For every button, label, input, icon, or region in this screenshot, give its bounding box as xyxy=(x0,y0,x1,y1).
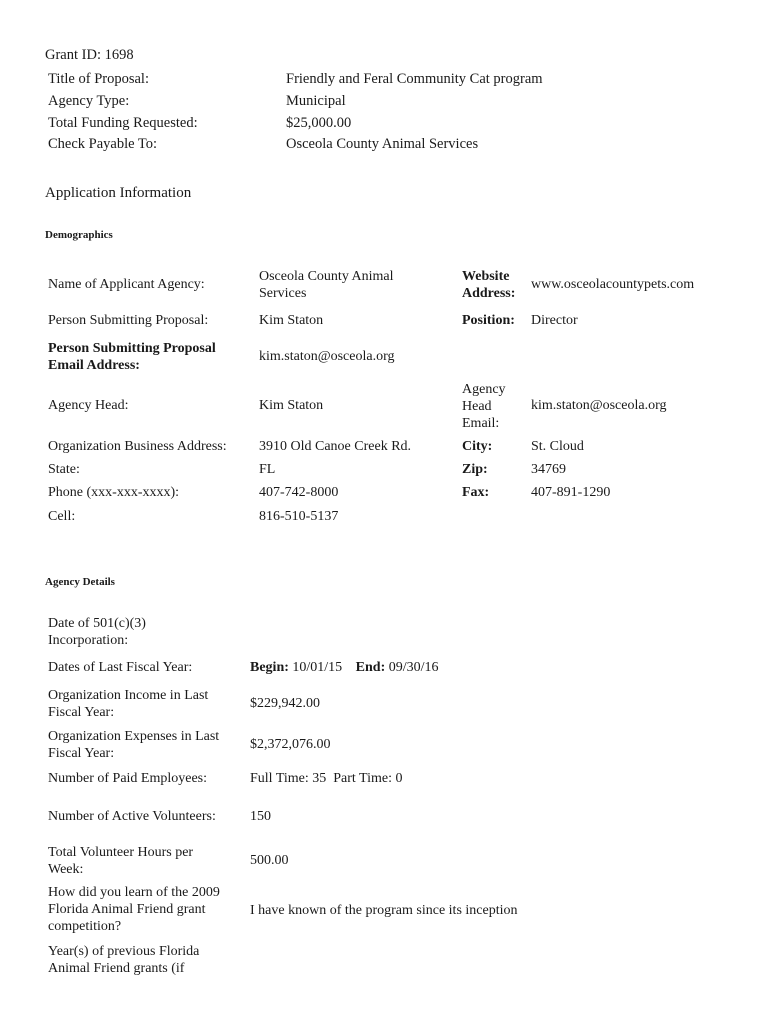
address-value: 3910 Old Canoe Creek Rd. xyxy=(259,439,412,454)
applicant-agency-label: Name of Applicant Agency: xyxy=(48,277,205,292)
begin-value: 10/01/15 xyxy=(292,660,343,675)
agency-head-email-label: Agency Head Email: xyxy=(462,382,506,431)
applicant-agency-value: Osceola County Animal Services xyxy=(259,269,394,301)
fax-value: 407-891-1290 xyxy=(531,485,611,500)
learn-value: I have known of the program since its inception xyxy=(250,903,518,918)
submitter-email-value: kim.staton@osceola.org xyxy=(259,349,395,364)
agency-type-value: Municipal xyxy=(286,93,346,109)
title-label: Title of Proposal: xyxy=(48,71,149,87)
agency-details-heading: Agency Details xyxy=(45,576,115,588)
income-label: Organization Income in Last Fiscal Year: xyxy=(48,688,209,720)
address-label: Organization Business Address: xyxy=(48,439,227,454)
zip-value: 34769 xyxy=(531,462,566,477)
volunteer-hours-label: Total Volunteer Hours per Week: xyxy=(48,845,194,877)
agency-head-label: Agency Head: xyxy=(48,398,129,413)
fax-label: Fax: xyxy=(462,485,490,500)
income-value: $229,942.00 xyxy=(250,696,320,711)
position-value: Director xyxy=(531,313,578,328)
submitter-value: Kim Staton xyxy=(259,313,324,328)
paid-employees-label: Number of Paid Employees: xyxy=(48,771,208,786)
fiscal-year-label: Dates of Last Fiscal Year: xyxy=(48,660,193,675)
expenses-label: Organization Expenses in Last Fiscal Year: xyxy=(48,729,220,761)
agency-type-label: Agency Type: xyxy=(48,93,130,109)
demographics-heading: Demographics xyxy=(45,229,113,241)
city-value: St. Cloud xyxy=(531,439,584,454)
agency-head-value: Kim Staton xyxy=(259,398,324,413)
learn-label: How did you learn of the 2009 Florida Animal Friend grant competition? xyxy=(48,885,220,934)
volunteers-value: 150 xyxy=(250,809,271,824)
submitter-label: Person Submitting Proposal: xyxy=(48,313,209,328)
agency-head-email-value: kim.staton@osceola.org xyxy=(531,398,667,413)
state-value: FL xyxy=(259,462,276,477)
application-info-heading: Application Information xyxy=(45,185,192,201)
payable-value: Osceola County Animal Services xyxy=(286,136,479,152)
cell-value: 816-510-5137 xyxy=(259,509,339,524)
volunteers-label: Number of Active Volunteers: xyxy=(48,809,216,824)
website-label: Website Address: xyxy=(462,269,516,301)
volunteer-hours-value: 500.00 xyxy=(250,853,289,868)
funding-value: $25,000.00 xyxy=(286,115,352,131)
previous-grants-label: Year(s) of previous Florida Animal Friend grants (if xyxy=(48,944,200,976)
submitter-email-label: Person Submitting Proposal Email Address: xyxy=(48,341,216,373)
zip-label: Zip: xyxy=(462,462,488,477)
title-value: Friendly and Feral Community Cat program xyxy=(286,71,543,87)
payable-label: Check Payable To: xyxy=(48,136,158,152)
begin-label: Begin: xyxy=(250,660,289,675)
state-label: State: xyxy=(48,462,80,477)
expenses-value: $2,372,076.00 xyxy=(250,737,331,752)
city-label: City: xyxy=(462,439,493,454)
cell-label: Cell: xyxy=(48,509,76,524)
website-value: www.osceolacountypets.com xyxy=(531,277,695,292)
position-label: Position: xyxy=(462,313,515,328)
end-label: End: xyxy=(355,660,386,675)
phone-value: 407-742-8000 xyxy=(259,485,339,500)
fiscal-year-value xyxy=(250,660,439,676)
paid-employees-value: Full Time: 35 Part Time: 0 xyxy=(250,771,403,786)
incorporation-label: Date of 501(c)(3) Incorporation: xyxy=(48,616,146,648)
grant-id: Grant ID: 1698 xyxy=(45,47,134,63)
funding-label: Total Funding Requested: xyxy=(48,115,198,131)
phone-label: Phone (xxx-xxx-xxxx): xyxy=(48,485,180,500)
end-value: 09/30/16 xyxy=(388,660,439,675)
